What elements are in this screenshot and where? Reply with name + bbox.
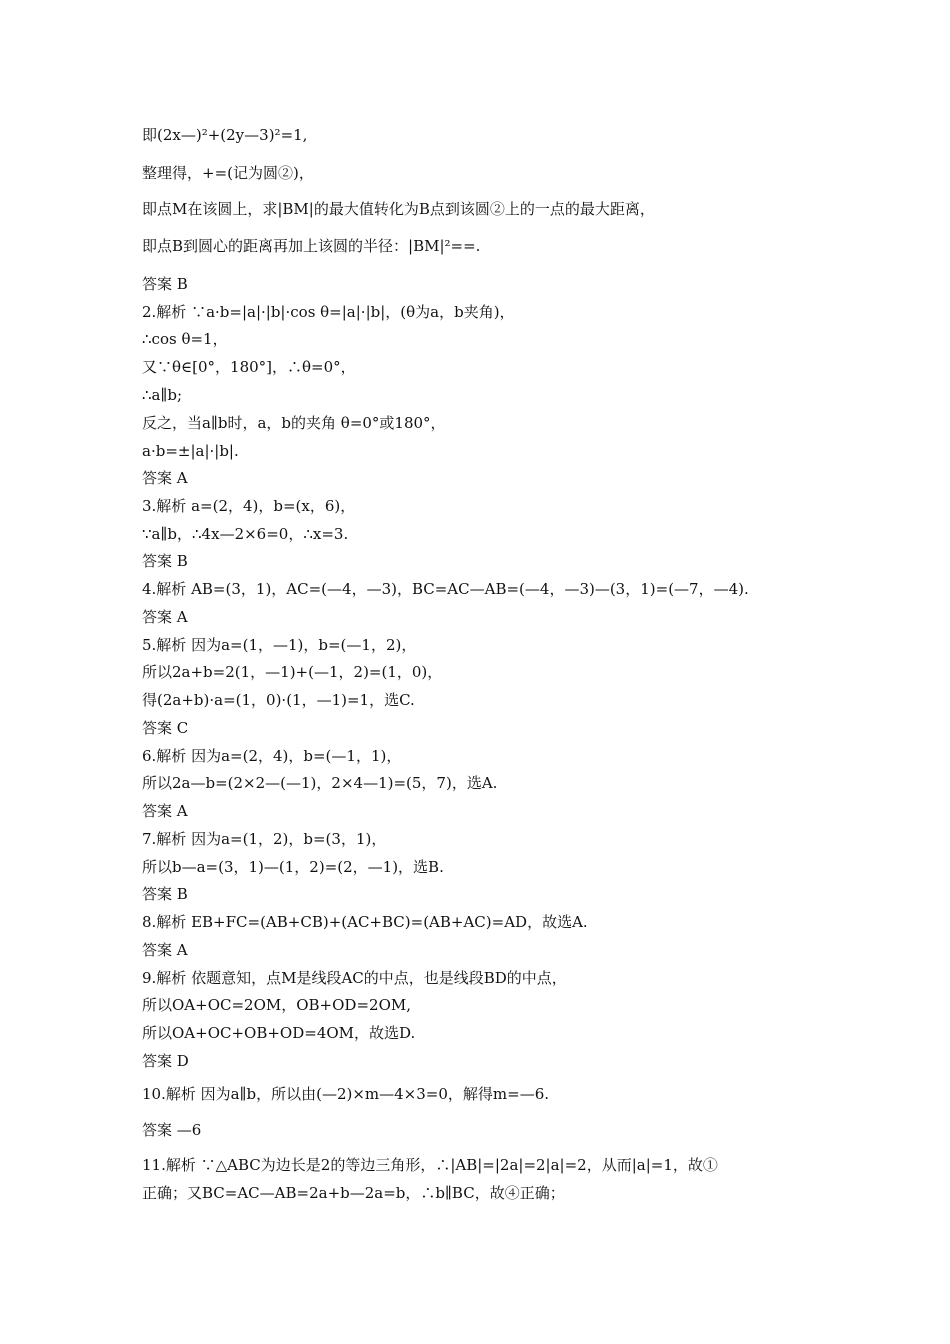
text-line: 答案 A [142, 469, 188, 487]
text-line: 所以OA+OC+OB+OD=4OM，故选D. [142, 1024, 416, 1042]
text-line: 所以2a—b=(2×2—(—1)，2×4—1)=(5，7)，选A. [142, 774, 498, 792]
text-line: 整理得，+=(记为圆②)， [142, 164, 314, 182]
text-line: 答案 —6 [142, 1121, 202, 1139]
text-line: ∴a∥b; [142, 386, 183, 404]
text-line: ∴cos θ=1， [142, 330, 228, 348]
text-line: 8.解析 EB+FC=(AB+CB)+(AC+BC)=(AB+AC)=AD，故选A. [142, 913, 588, 931]
text-line: 所以OA+OC=2OM，OB+OD=2OM, [142, 996, 411, 1014]
text-line: 即点M在该圆上，求|BM|的最大值转化为B点到该圆②上的一点的最大距离， [142, 200, 655, 218]
text-line: 反之，当a∥b时，a，b的夹角 θ=0°或180°， [142, 414, 446, 432]
text-line: 4.解析 AB=(3，1)，AC=(—4，—3)，BC=AC—AB=(—4，—3)—(3，1)=(—7，—4). [142, 580, 749, 598]
text-line: 答案 D [142, 1052, 189, 1070]
text-line: ∵a∥b，∴4x—2×6=0，∴x=3. [142, 525, 349, 543]
text-line: 5.解析 因为a=(1，—1)，b=(—1，2)， [142, 636, 417, 654]
text-line: 答案 B [142, 552, 188, 570]
text-line: 即点B到圆心的距离再加上该圆的半径：|BM|²==. [142, 237, 481, 255]
text-line: 答案 B [142, 275, 188, 293]
text-line: 7.解析 因为a=(1，2)，b=(3，1)， [142, 830, 387, 848]
text-line: 又∵θ∈[0°，180°]，∴θ=0°， [142, 358, 356, 376]
text-line: 即(2x—)²+(2y—3)²=1, [142, 126, 308, 144]
text-line: 答案 A [142, 941, 188, 959]
text-line: 答案 B [142, 885, 188, 903]
text-line: 答案 C [142, 719, 189, 737]
text-line: 2.解析 ∵a·b=|a|·|b|·cos θ=|a|·|b|，(θ为a，b夹角)， [142, 303, 515, 321]
text-line: 所以2a+b=2(1，—1)+(—1，2)=(1，0)， [142, 663, 443, 681]
text-line: 11.解析 ∵△ABC为边长是2的等边三角形，∴|AB|=|2a|=2|a|=2，从而|a|=1，故① [142, 1156, 718, 1174]
text-line: 正确；又BC=AC—AB=2a+b—2a=b，∴b∥BC，故④正确； [142, 1184, 565, 1202]
text-line: 得(2a+b)·a=(1，0)·(1，—1)=1，选C. [142, 691, 415, 709]
text-line: 3.解析 a=(2，4)，b=(x，6)， [142, 497, 356, 515]
text-line: 所以b—a=(3，1)—(1，2)=(2，—1)，选B. [142, 858, 444, 876]
text-line: 9.解析 依题意知，点M是线段AC的中点，也是线段BD的中点， [142, 969, 567, 987]
text-line: 6.解析 因为a=(2，4)，b=(—1，1)， [142, 747, 402, 765]
text-line: 答案 A [142, 802, 188, 820]
text-line: 10.解析 因为a∥b，所以由(—2)×m—4×3=0，解得m=—6. [142, 1085, 550, 1103]
text-line: 答案 A [142, 608, 188, 626]
text-line: a·b=±|a|·|b|. [142, 442, 239, 460]
